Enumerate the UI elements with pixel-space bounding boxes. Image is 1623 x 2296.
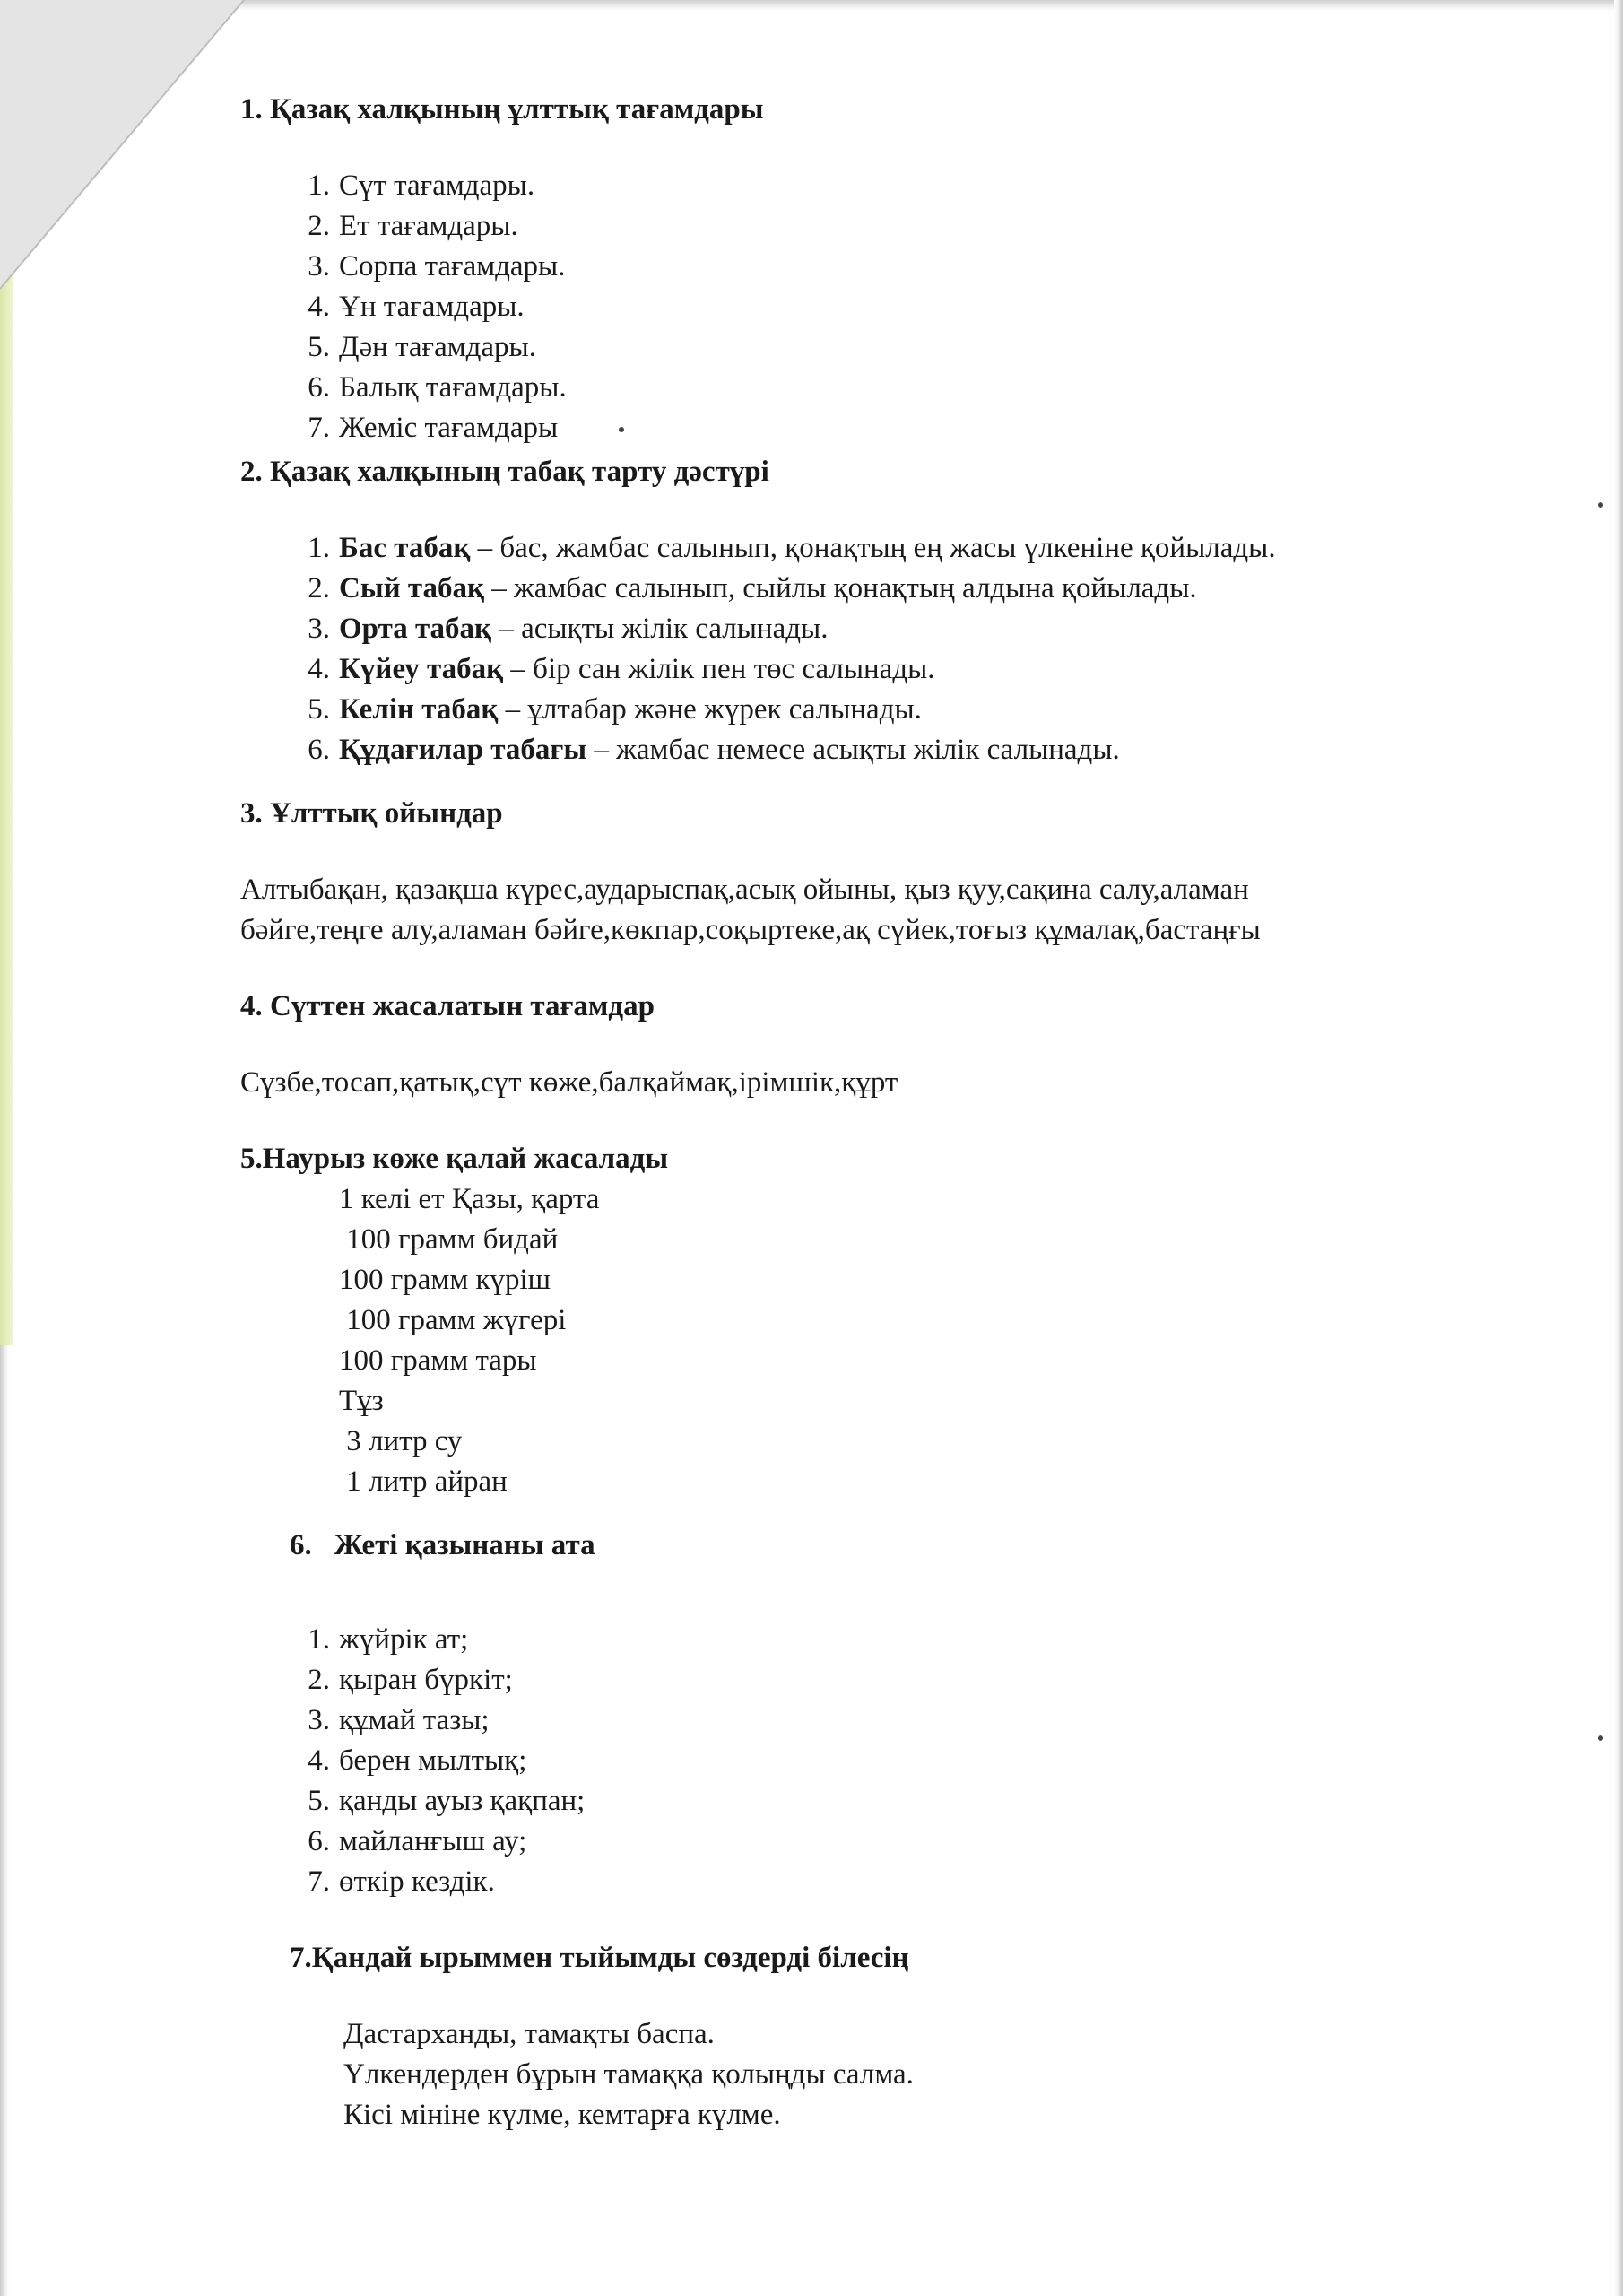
section-4-heading: 4. Сүттен жасалатын тағамдар [240,990,655,1022]
section-1-list [240,166,1496,448]
list-item [240,247,1496,287]
section-3-line-2: бәйге,теңге алу,аламан бәйге,көкпар,соқыртеке,ақ сүйек,тоғыз құмалақ,бастаңғы [240,914,1261,946]
section-3-heading: 3. Ұлттық ойындар [240,797,503,830]
taboo-line: Үлкендерден бұрын тамаққа қолыңды салма. [343,2058,914,2091]
list-term: Келін табақ [339,693,499,726]
list-number: 4. [308,291,330,323]
list-number: 1. [308,532,330,564]
list-item [240,528,1496,569]
list-item [240,690,1496,730]
list-text: Сүт тағамдары. [339,170,535,202]
list-number: 3. [308,613,330,645]
list-item [240,368,1496,408]
section-2-heading: 2. Қазақ халқының табақ тарту дәстүрі [240,456,769,488]
list-number: 6. [308,734,330,766]
list-number: 2. [308,572,330,604]
section-5-heading: 5.Наурыз көже қалай жасалады [240,1143,669,1175]
section-7-lines [240,2014,1496,2135]
list-text: құмай тазы; [339,1704,490,1736]
list-number: 7. [308,412,330,444]
list-text: майланғыш ау; [339,1825,527,1857]
section-7-heading: 7.Қандай ырыммен тыйымды сөздерді білесің [290,1942,909,1974]
list-item [240,1741,1496,1781]
list-number: 6. [308,1825,330,1857]
section-4-text: Сүзбе,тосап,қатық,сүт көже,балқаймақ,ірімшік,құрт [240,1066,898,1099]
list-text: – жамбас салынып, сыйлы қонақтың алдына қойылады. [484,572,1197,604]
list-text: – бір сан жілік пен төс салынады. [503,653,935,685]
recipe-ingredients [240,1179,1496,1502]
list-number: 4. [308,1744,330,1777]
list-number: 5. [308,331,330,363]
list-term: Сый табақ [339,572,484,604]
ingredient-line: 1 литр айран [339,1465,508,1498]
list-text: жүйрік ат; [339,1623,469,1656]
list-term: Күйеу табақ [339,653,504,685]
list-item [240,1822,1496,1862]
list-text: қанды ауыз қақпан; [339,1785,586,1817]
folded-corner [0,0,251,296]
list-text: Балық тағамдары. [339,371,567,404]
list-item [240,1620,1496,1660]
list-item [240,1660,1496,1700]
scan-speck [1598,1735,1603,1741]
ingredient-line: 3 литр су [339,1425,463,1457]
list-number: 1. [308,1623,330,1656]
list-number: 2. [308,1664,330,1696]
list-text: – ұлтабар және жүрек салынады. [498,693,922,726]
list-item [240,569,1496,609]
scan-green-strip [0,269,13,1345]
list-text: – жамбас немесе асықты жілік салынады. [586,734,1120,766]
list-number: 3. [308,1704,330,1736]
section-6-number: 6. [290,1529,312,1561]
list-text: Сорпа тағамдары. [339,250,566,283]
list-number: 6. [308,371,330,404]
scan-speck [1598,502,1603,508]
list-text: – бас, жамбас салынып, қонақтың ең жасы үлкеніне қойылады. [470,532,1276,564]
list-term: Құдағилар табағы [339,734,587,766]
ingredient-line: 1 келі ет Қазы, қарта [339,1183,600,1215]
section-6-title: Жеті қазынаны ата [334,1529,595,1561]
list-item [240,166,1496,206]
section-3-line-1: Алтыбақан, қазақша күрес,аударыспақ,асық ойыны, қыз қуу,сақина салу,аламан [240,874,1249,906]
list-text: Ет тағамдары. [339,210,518,242]
section-1-heading: 1. Қазақ халқының ұлттық тағамдары [240,93,764,126]
ingredient-line: 100 грамм тары [339,1344,537,1377]
list-item [240,609,1496,649]
list-number: 5. [308,693,330,726]
list-number: 7. [308,1866,330,1898]
list-item [240,408,1496,448]
list-text: – асықты жілік салынады. [491,613,829,645]
list-text: берен мылтық; [339,1744,527,1777]
ingredient-line: 100 грамм жүгері [339,1304,567,1336]
section-2-list [240,528,1496,770]
ingredient-line: 100 грамм бидай [339,1223,559,1256]
list-term: Бас табақ [339,532,471,564]
list-text: қыран бүркіт; [339,1664,513,1696]
section-6-heading [240,1526,1496,1566]
list-item [240,649,1496,690]
list-item [240,287,1496,327]
taboo-line: Дастарханды, тамақты баспа. [343,2018,715,2050]
ingredient-line: 100 грамм күріш [339,1264,551,1296]
list-number: 2. [308,210,330,242]
document-body [240,90,1496,2135]
list-number: 4. [308,653,330,685]
list-item [240,730,1496,770]
list-term: Орта табақ [339,613,492,645]
list-number: 5. [308,1785,330,1817]
taboo-line: Кісі мініне күлме, кемтарға күлме. [343,2099,781,2131]
list-text: Дән тағамдары. [339,331,536,363]
ingredient-line: Тұз [339,1385,384,1417]
list-text: өткір кездік. [339,1866,495,1898]
list-item [240,1700,1496,1741]
list-text: Жеміс тағамдары [339,412,559,444]
list-item [240,206,1496,247]
list-number: 1. [308,170,330,202]
scan-edge-right [1614,0,1623,2296]
list-text: Ұн тағамдары. [339,291,525,323]
list-number: 3. [308,250,330,283]
list-item [240,327,1496,368]
section-6-list [240,1620,1496,1902]
list-item [240,1781,1496,1822]
list-item [240,1862,1496,1902]
